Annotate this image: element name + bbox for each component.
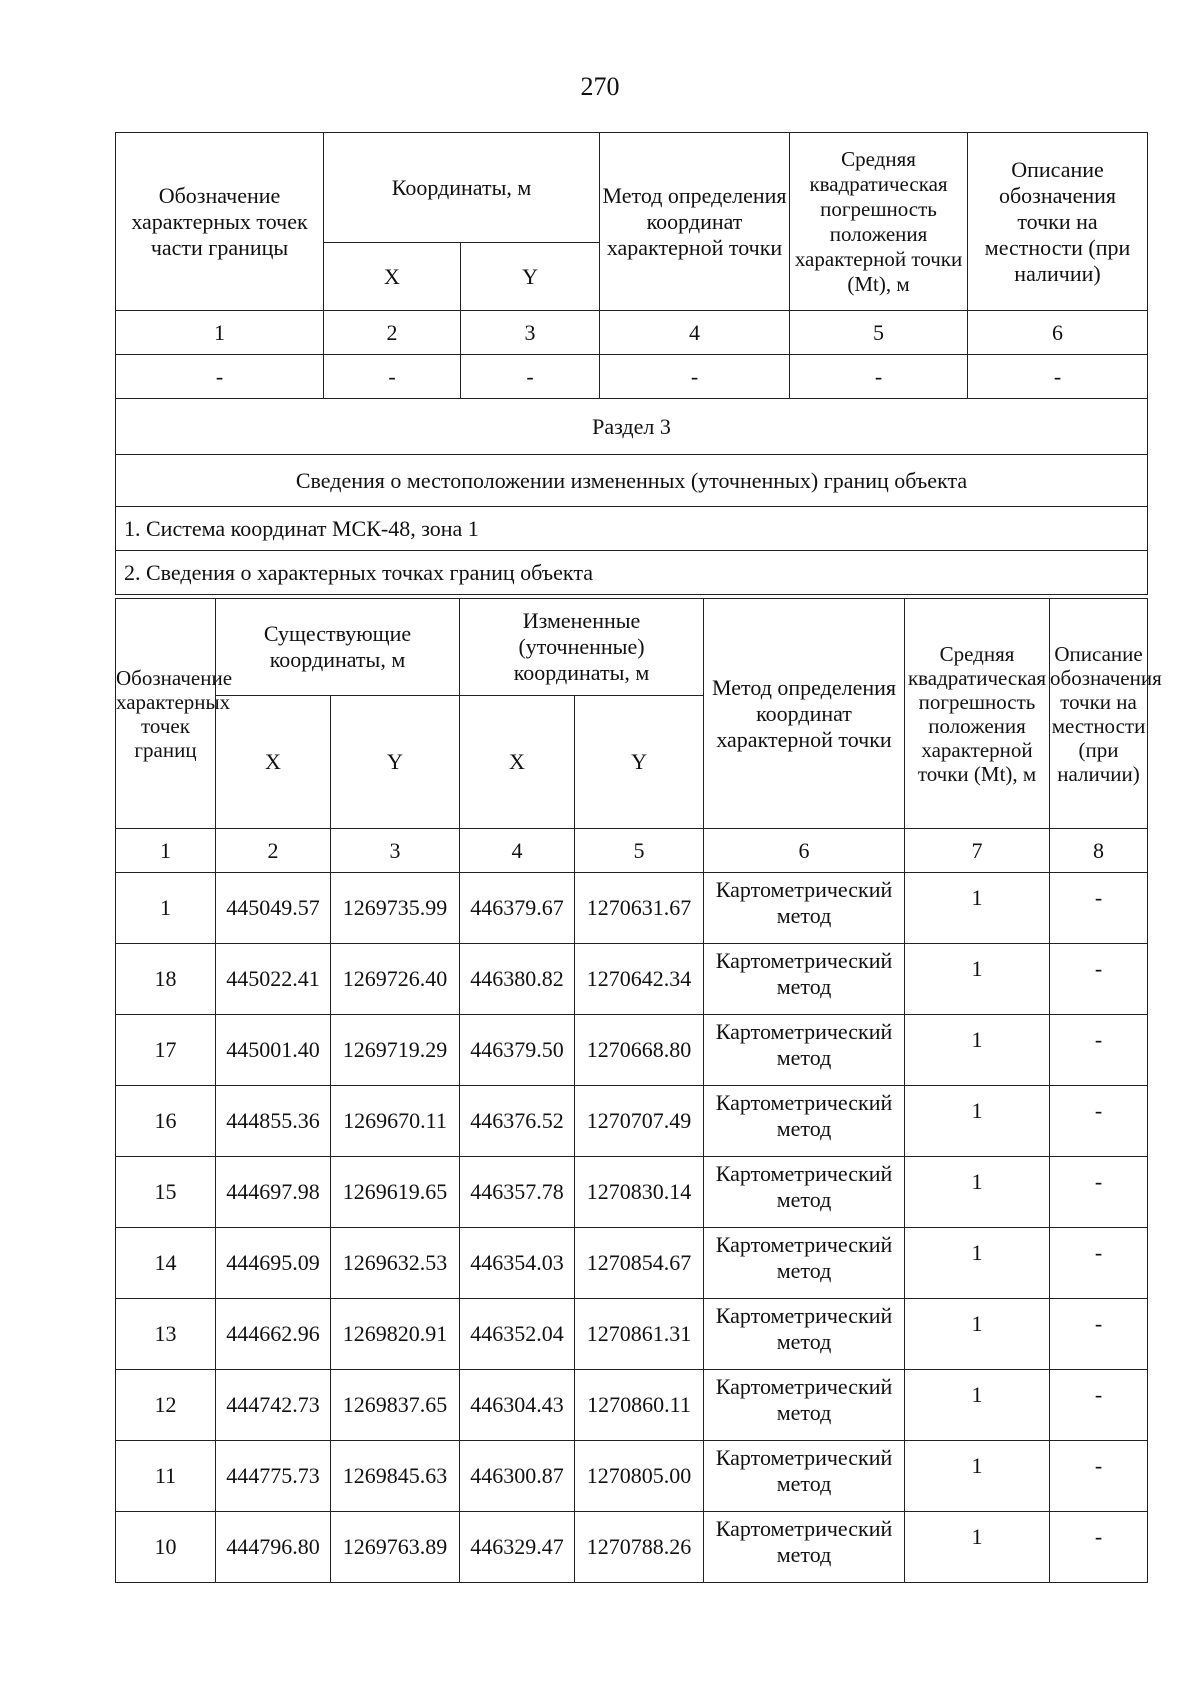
description-cell: [1050, 873, 1148, 944]
existing-x: 445022.41: [216, 944, 331, 1015]
existing-y: 1269632.53: [331, 1228, 460, 1299]
header-mean-error: Средняя квадратическая погрешность положения характерной точки (Mt), м: [790, 133, 968, 311]
description-cell: [1050, 1299, 1148, 1370]
table-row: [116, 1228, 1148, 1299]
table-row: [116, 1086, 1148, 1157]
mt-value: 1: [971, 1027, 983, 1052]
description-cell: [1050, 1441, 1148, 1512]
changed-y: 1270707.49: [575, 1086, 704, 1157]
mt-cell: [905, 1157, 1050, 1228]
column-number: 7: [905, 829, 1050, 873]
section-title: Раздел 3: [116, 399, 1148, 455]
method-cell: [704, 1299, 905, 1370]
changed-x: 446352.04: [460, 1299, 575, 1370]
description-cell: [1050, 1370, 1148, 1441]
column-number: 1: [116, 311, 324, 355]
column-number: 8: [1050, 829, 1148, 873]
header-existing-coordinates: Существующие координаты, м: [216, 599, 460, 696]
table-row: [116, 873, 1148, 944]
point-number: 11: [116, 1441, 216, 1512]
point-number: 15: [116, 1157, 216, 1228]
header-x: X: [324, 243, 461, 311]
column-number: 3: [461, 311, 600, 355]
method-text: Картометрический метод: [715, 948, 893, 999]
column-number: 2: [324, 311, 461, 355]
method-text: Картометрический метод: [715, 1374, 893, 1425]
description-value: -: [1094, 1382, 1103, 1407]
header-changed-coordinates: Измененные (уточненные) координаты, м: [460, 599, 704, 696]
description-value: -: [1094, 1453, 1103, 1478]
section-subtitle: Сведения о местоположении измененных (уточненных) границ объекта: [116, 455, 1148, 507]
column-number-row: [116, 829, 1148, 873]
method-text: Картометрический метод: [715, 1232, 893, 1283]
description-value: -: [1094, 885, 1103, 910]
existing-y: 1269670.11: [331, 1086, 460, 1157]
method-cell: [704, 1370, 905, 1441]
table-row: [116, 1015, 1148, 1086]
existing-x: 444697.98: [216, 1157, 331, 1228]
mt-value: 1: [971, 1169, 983, 1194]
mt-cell: [905, 1370, 1050, 1441]
description-value: -: [1094, 1027, 1103, 1052]
header-method: Метод определения координат характерной точки: [600, 133, 790, 311]
header-point-designation: Обозначение характерных точек границ: [116, 599, 216, 829]
method-cell: [704, 944, 905, 1015]
mt-value: 1: [971, 1453, 983, 1478]
description-cell: [1050, 1015, 1148, 1086]
header-description: Описание обозначения точки на местности (при наличии): [1050, 599, 1148, 829]
mt-cell: [905, 1299, 1050, 1370]
changed-x: 446354.03: [460, 1228, 575, 1299]
existing-y: 1269719.29: [331, 1015, 460, 1086]
changed-y: 1270668.80: [575, 1015, 704, 1086]
existing-y: 1269763.89: [331, 1512, 460, 1583]
mt-cell: [905, 944, 1050, 1015]
description-value: -: [1094, 1311, 1103, 1336]
changed-y: 1270861.31: [575, 1299, 704, 1370]
method-cell: [704, 1228, 905, 1299]
header-x: X: [460, 696, 575, 829]
method-text: Картометрический метод: [715, 1303, 893, 1354]
method-text: Картометрический метод: [715, 1090, 893, 1141]
column-number: 2: [216, 829, 331, 873]
changed-x: 446329.47: [460, 1512, 575, 1583]
existing-y: 1269845.63: [331, 1441, 460, 1512]
mt-value: 1: [971, 1240, 983, 1265]
method-text: Картометрический метод: [715, 1516, 893, 1567]
existing-x: 444775.73: [216, 1441, 331, 1512]
point-number: 1: [116, 873, 216, 944]
table-row: [116, 1370, 1148, 1441]
existing-y: 1269619.65: [331, 1157, 460, 1228]
cell: -: [600, 355, 790, 399]
points-heading: 2. Сведения о характерных точках границ объекта: [116, 551, 1148, 595]
mt-value: 1: [971, 1524, 983, 1549]
changed-y: 1270788.26: [575, 1512, 704, 1583]
column-number: 5: [575, 829, 704, 873]
mt-value: 1: [971, 1382, 983, 1407]
page-number: 270: [580, 72, 620, 101]
existing-x: 444662.96: [216, 1299, 331, 1370]
point-number: 14: [116, 1228, 216, 1299]
description-cell: [1050, 944, 1148, 1015]
column-number-row: [116, 311, 1148, 355]
column-number: 4: [600, 311, 790, 355]
header-y: Y: [331, 696, 460, 829]
column-number: 6: [704, 829, 905, 873]
description-value: -: [1094, 1524, 1103, 1549]
mt-value: 1: [971, 1098, 983, 1123]
changed-y: 1270854.67: [575, 1228, 704, 1299]
header-method: Метод определения координат характерной точки: [704, 599, 905, 829]
column-number: 4: [460, 829, 575, 873]
table-row: [116, 944, 1148, 1015]
changed-x: 446304.43: [460, 1370, 575, 1441]
mt-cell: [905, 1086, 1050, 1157]
table-row: [116, 1441, 1148, 1512]
method-cell: [704, 1512, 905, 1583]
description-cell: [1050, 1228, 1148, 1299]
point-number: 17: [116, 1015, 216, 1086]
existing-y: 1269726.40: [331, 944, 460, 1015]
existing-y: 1269735.99: [331, 873, 460, 944]
mt-cell: [905, 873, 1050, 944]
method-cell: [704, 1441, 905, 1512]
changed-y: 1270805.00: [575, 1441, 704, 1512]
changed-y: 1270642.34: [575, 944, 704, 1015]
changed-x: 446376.52: [460, 1086, 575, 1157]
method-text: Картометрический метод: [715, 877, 893, 928]
cell: -: [461, 355, 600, 399]
description-value: -: [1094, 1240, 1103, 1265]
existing-x: 445001.40: [216, 1015, 331, 1086]
header-mean-error: Средняя квадратическая погрешность положения характерной точки (Mt), м: [905, 599, 1050, 829]
point-number: 16: [116, 1086, 216, 1157]
mt-cell: [905, 1228, 1050, 1299]
point-number: 18: [116, 944, 216, 1015]
changed-x: 446379.50: [460, 1015, 575, 1086]
method-cell: [704, 873, 905, 944]
header-x: X: [216, 696, 331, 829]
mt-value: 1: [971, 885, 983, 910]
description-value: -: [1094, 1169, 1103, 1194]
description-cell: [1050, 1157, 1148, 1228]
header-point-designation: Обозначение характерных точек части границы: [116, 133, 324, 311]
point-number: 13: [116, 1299, 216, 1370]
point-number: 10: [116, 1512, 216, 1583]
table-row: [116, 355, 1148, 399]
changed-x: 446300.87: [460, 1441, 575, 1512]
mt-cell: [905, 1015, 1050, 1086]
mt-cell: [905, 1512, 1050, 1583]
existing-x: 444855.36: [216, 1086, 331, 1157]
top-table: [115, 132, 1148, 595]
cell: -: [790, 355, 968, 399]
coordinate-system: 1. Система координат МСК-48, зона 1: [116, 507, 1148, 551]
changed-y: 1270830.14: [575, 1157, 704, 1228]
method-cell: [704, 1015, 905, 1086]
points-table: [115, 598, 1162, 1583]
mt-cell: [905, 1441, 1050, 1512]
cell: -: [324, 355, 461, 399]
changed-x: 446379.67: [460, 873, 575, 944]
existing-x: 444742.73: [216, 1370, 331, 1441]
mt-value: 1: [971, 956, 983, 981]
table-row: [116, 1299, 1148, 1370]
column-number: 5: [790, 311, 968, 355]
cell: -: [116, 355, 324, 399]
method-text: Картометрический метод: [715, 1019, 893, 1070]
method-cell: [704, 1157, 905, 1228]
description-value: -: [1094, 1098, 1103, 1123]
method-cell: [704, 1086, 905, 1157]
existing-x: 445049.57: [216, 873, 331, 944]
description-cell: [1050, 1086, 1148, 1157]
mt-value: 1: [971, 1311, 983, 1336]
existing-y: 1269837.65: [331, 1370, 460, 1441]
cell: -: [968, 355, 1148, 399]
changed-y: 1270860.11: [575, 1370, 704, 1441]
table-row: [116, 1512, 1148, 1583]
description-value: -: [1094, 956, 1103, 981]
column-number: 3: [331, 829, 460, 873]
description-cell: [1050, 1512, 1148, 1583]
method-text: Картометрический метод: [715, 1161, 893, 1212]
header-description: Описание обозначения точки на местности (при наличии): [968, 133, 1148, 311]
column-number: 6: [968, 311, 1148, 355]
table-row: [116, 1157, 1148, 1228]
point-number: 12: [116, 1370, 216, 1441]
existing-x: 444796.80: [216, 1512, 331, 1583]
changed-x: 446357.78: [460, 1157, 575, 1228]
changed-x: 446380.82: [460, 944, 575, 1015]
existing-y: 1269820.91: [331, 1299, 460, 1370]
existing-x: 444695.09: [216, 1228, 331, 1299]
changed-y: 1270631.67: [575, 873, 704, 944]
header-coordinates: Координаты, м: [324, 133, 600, 243]
header-y: Y: [461, 243, 600, 311]
method-text: Картометрический метод: [715, 1445, 893, 1496]
column-number: 1: [116, 829, 216, 873]
header-y: Y: [575, 696, 704, 829]
